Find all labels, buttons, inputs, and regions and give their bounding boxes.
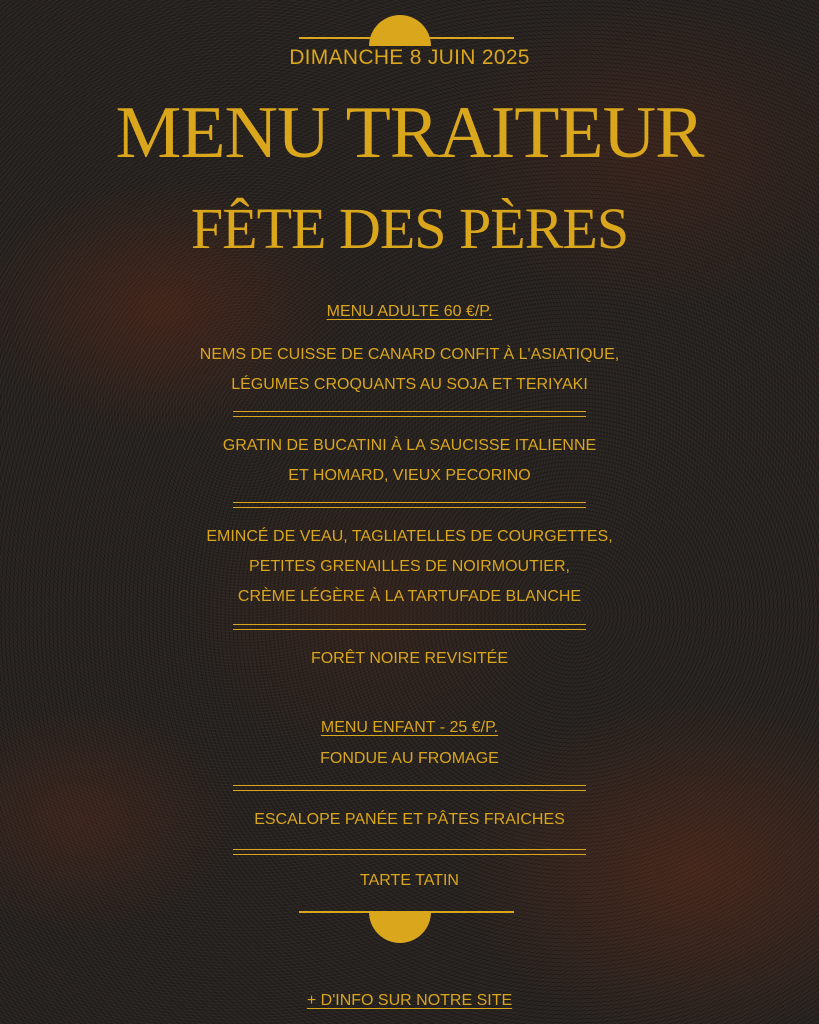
course-line: FORÊT NOIRE REVISITÉE xyxy=(310,650,509,667)
course-line: LÉGUMES CROQUANTS AU SOJA ET TERIYAKI xyxy=(231,376,588,393)
website-link[interactable]: + D'INFO SUR NOTRE SITE xyxy=(306,992,513,1009)
course-divider xyxy=(233,411,586,417)
website-link-container xyxy=(0,986,819,1016)
top-ornament-line xyxy=(299,37,514,39)
course-line: CRÈME LÉGÈRE À LA TARTUFADE BLANCHE xyxy=(237,588,582,605)
kids-course-3: TARTE TATIN xyxy=(360,872,459,889)
adult-course-3 xyxy=(0,522,819,612)
kids-menu-heading: MENU ENFANT - 25 €/P. xyxy=(320,719,499,736)
adult-course-2 xyxy=(0,431,819,491)
course-divider xyxy=(233,502,586,508)
page-title: MENU TRAITEUR xyxy=(115,92,704,174)
event-date: DIMANCHE 8 JUIN 2025 xyxy=(289,46,530,69)
adult-course-4 xyxy=(0,644,819,674)
course-line: PETITES GRENAILLES DE NOIRMOUTIER, xyxy=(249,558,570,575)
course-line: EMINCÉ DE VEAU, TAGLIATELLES DE COURGETTES, xyxy=(206,528,613,545)
kids-course-2: ESCALOPE PANÉE ET PÂTES FRAICHES xyxy=(254,811,565,828)
adult-menu-heading: MENU ADULTE 60 €/P. xyxy=(326,303,493,320)
kids-course-1: FONDUE AU FROMAGE xyxy=(320,750,499,767)
course-line: GRATIN DE BUCATINI À LA SAUCISSE ITALIENNE xyxy=(222,437,597,454)
course-divider xyxy=(233,624,586,630)
top-semicircle-ornament xyxy=(369,15,431,46)
course-divider xyxy=(233,785,586,791)
course-divider xyxy=(233,849,586,855)
course-line: ET HOMARD, VIEUX PECORINO xyxy=(288,467,531,484)
bottom-semicircle-ornament xyxy=(369,912,431,943)
course-line: NEMS DE CUISSE DE CANARD CONFIT À L'ASIATIQUE, xyxy=(199,346,620,363)
page-subtitle: FÊTE DES PÈRES xyxy=(190,196,629,261)
adult-course-1 xyxy=(0,340,819,400)
